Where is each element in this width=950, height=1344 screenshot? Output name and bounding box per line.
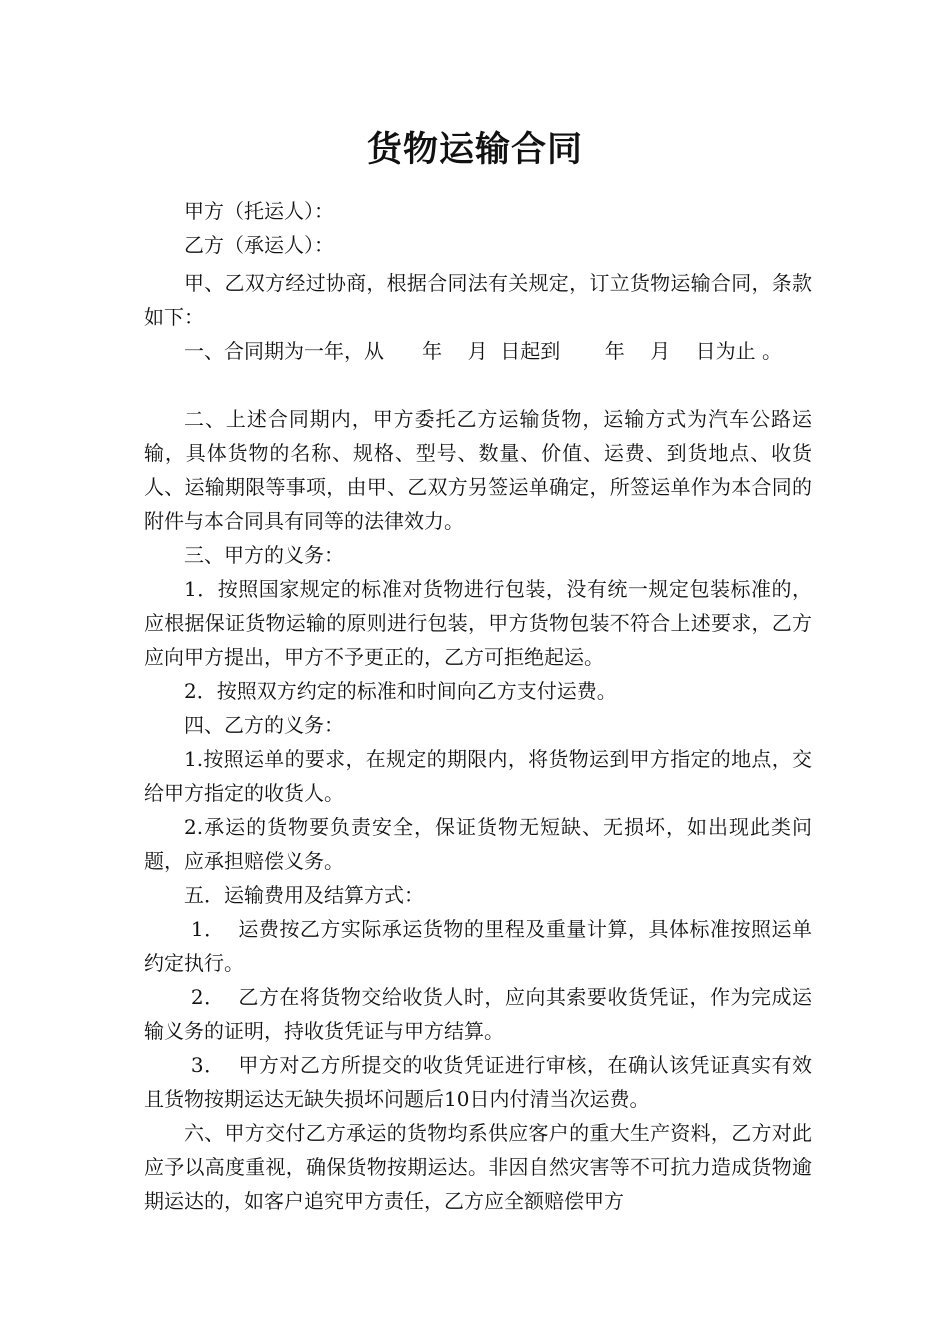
intro-paragraph: 甲、乙双方经过协商，根据合同法有关规定，订立货物运输合同，条款如下：	[144, 271, 812, 329]
clause-5-item-3: 3． 甲方对乙方所提交的收货凭证进行审核，在确认该凭证真实有效且货物按期运达无缺失损坏问题后10日内付清当次运费。	[144, 1053, 812, 1111]
clause-4-heading: 四、乙方的义务：	[184, 713, 344, 737]
clause-4-item-1: 1.按照运单的要求，在规定的期限内，将货物运到甲方指定的地点，交给甲方指定的收货人。	[144, 747, 812, 805]
clause-5-item-1: 1． 运费按乙方实际承运货物的里程及重量计算，具体标准按照运单约定执行。	[144, 917, 812, 975]
clause-2-scope: 二、上述合同期内，甲方委托乙方运输货物，运输方式为汽车公路运输，具体货物的名称、规格、型号、数量、价值、运费、到货地点、收货人、运输期限等事项，由甲、乙双方另签运单确定，所签运单作为本合同的附件与本合同具有同等的法律效力。	[144, 407, 812, 533]
document-body	[144, 194, 812, 1218]
clause-3-heading: 三、甲方的义务：	[184, 543, 344, 567]
clause-5-item-2: 2． 乙方在将货物交给收货人时，应向其索要收货凭证，作为完成运输义务的证明，持收货凭证与甲方结算。	[144, 985, 812, 1043]
clause-5-heading: 五．运输费用及结算方式：	[184, 883, 424, 907]
party-b-line: 乙方（承运人）：	[184, 233, 334, 257]
party-a-line: 甲方（托运人）：	[184, 199, 334, 223]
clause-3-item-1: 1．按照国家规定的标准对货物进行包装，没有统一规定包装标准的，应根据保证货物运输的原则进行包装，甲方货物包装不符合上述要求，乙方应向甲方提出，甲方不予更正的，乙方可拒绝起运。	[144, 577, 812, 669]
clause-3-item-2: 2．按照双方约定的标准和时间向乙方支付运费。	[184, 679, 617, 703]
clause-6-liability: 六、甲方交付乙方承运的货物均系供应客户的重大生产资料，乙方对此应予以高度重视，确保货物按期运达。非因自然灾害等不可抗力造成货物逾期运达的，如客户追究甲方责任，乙方应全额赔偿甲方	[144, 1121, 812, 1213]
clause-1-term: 一、合同期为一年，从 年 月 日起到 年 月 日为止 。	[184, 339, 783, 363]
document-title: 货物运输合同	[366, 130, 583, 170]
clause-4-item-2: 2.承运的货物要负责安全，保证货物无短缺、无损坏，如出现此类问题，应承担赔偿义务。	[144, 815, 812, 873]
